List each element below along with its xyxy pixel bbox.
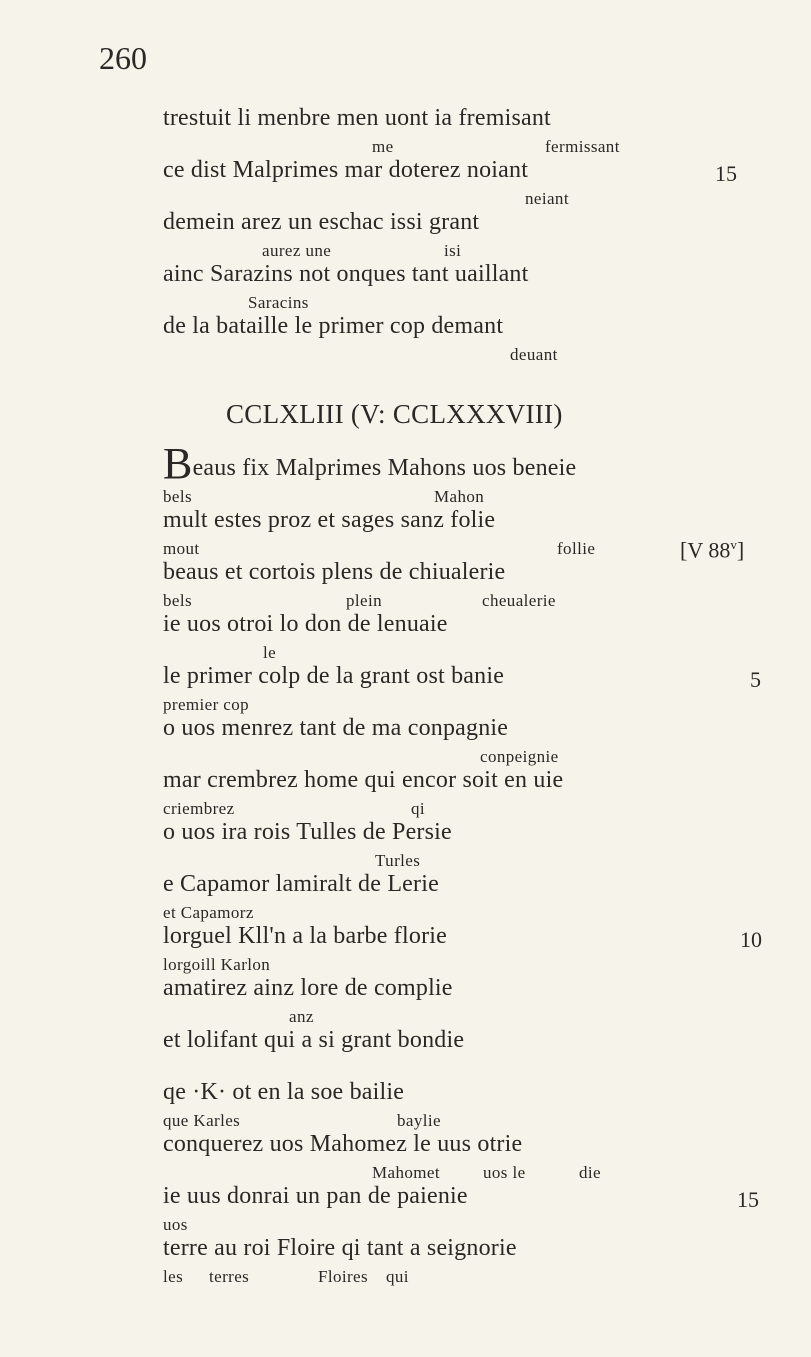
variant-reading: Turles [375, 851, 421, 870]
variant-reading: Floires [318, 1267, 369, 1286]
variant-reading: Mahomet [372, 1163, 440, 1182]
variant-reading: uos le [483, 1163, 526, 1182]
variant-reading: cheualerie [482, 591, 556, 610]
variant-reading: neiant [525, 189, 569, 208]
variant-reading: bels [163, 591, 192, 610]
manuscript-reference: [V 88$^v$] [680, 537, 745, 563]
verse-line: o uos ira rois Tulles de Persie [163, 819, 452, 845]
variant-reading: qui [386, 1267, 409, 1286]
line-number: 15 [715, 161, 737, 186]
variant-reading: terres [209, 1267, 250, 1286]
variant-reading: baylie [397, 1111, 441, 1130]
section-heading: CCLXLIII (V: CCLXXXVIII) [226, 399, 563, 429]
verse-line: lorguel Kll'n a la barbe florie [163, 923, 447, 949]
verse-line-text: eaus fix Malprimes Mahons uos beneie [192, 455, 577, 481]
verse-line: ainc Sarazins not onques tant uaillant [163, 261, 529, 287]
verse-line: mar crembrez home qui encor soit en uie [163, 767, 564, 793]
variant-reading: fermissant [545, 137, 620, 156]
verse-line: et lolifant qui a si grant bondie [163, 1027, 465, 1053]
drop-cap: B [163, 439, 193, 488]
variant-reading: deuant [510, 345, 558, 364]
variant-reading: Saracins [248, 293, 309, 312]
variant-reading: isi [444, 241, 462, 260]
variant-reading: qi [411, 799, 426, 818]
variant-reading: bels [163, 487, 192, 506]
variant-reading: et Capamorz [163, 903, 254, 922]
page-number: 260 [99, 40, 147, 76]
verse-line: beaus et cortois plens de chiualerie [163, 559, 506, 585]
variant-reading: mout [163, 539, 200, 558]
verse-line: e Capamor lamiralt de Lerie [163, 871, 439, 897]
variant-reading: anz [289, 1007, 314, 1026]
variant-reading: die [579, 1163, 601, 1182]
verse-line: ie uos otroi lo don de lenuaie [163, 611, 448, 637]
verse-line: conquerez uos Mahomez le uus otrie [163, 1131, 523, 1157]
variant-reading: conpeignie [480, 747, 559, 766]
verse-line: trestuit li menbre men uont ia fremisant [163, 105, 551, 131]
variant-reading: les [163, 1267, 184, 1286]
variant-reading: uos [163, 1215, 188, 1234]
variant-reading: plein [346, 591, 382, 610]
variant-reading: follie [557, 539, 596, 558]
variant-reading: le [263, 643, 277, 662]
verse-line: de la bataille le primer cop demant [163, 313, 504, 339]
verse-line: mult estes proz et sages sanz folie [163, 507, 496, 533]
verse-line: demein arez un eschac issi grant [163, 209, 480, 235]
verse-line: o uos menrez tant de ma conpagnie [163, 715, 509, 741]
line-number: 5 [750, 667, 761, 692]
variant-reading: me [372, 137, 394, 156]
variant-reading: lorgoill Karlon [163, 955, 271, 974]
verse-line [163, 439, 577, 488]
verse-line: ce dist Malprimes mar doterez noiant [163, 157, 529, 183]
verse-line: le primer colp de la grant ost banie [163, 663, 505, 689]
variant-reading: aurez une [262, 241, 332, 260]
variant-reading: criembrez [163, 799, 235, 818]
verse-line: ie uus donrai un pan de paienie [163, 1183, 468, 1209]
variant-reading: premier cop [163, 695, 250, 714]
variant-reading: Mahon [434, 487, 485, 506]
variant-reading: que Karles [163, 1111, 241, 1130]
verse-line: qe ·K· ot en la soe bailie [163, 1079, 405, 1105]
line-number: 10 [740, 927, 762, 952]
verse-line: terre au roi Floire qi tant a seignorie [163, 1235, 517, 1261]
line-number: 15 [737, 1187, 759, 1212]
verse-line: amatirez ainz lore de complie [163, 975, 453, 1001]
